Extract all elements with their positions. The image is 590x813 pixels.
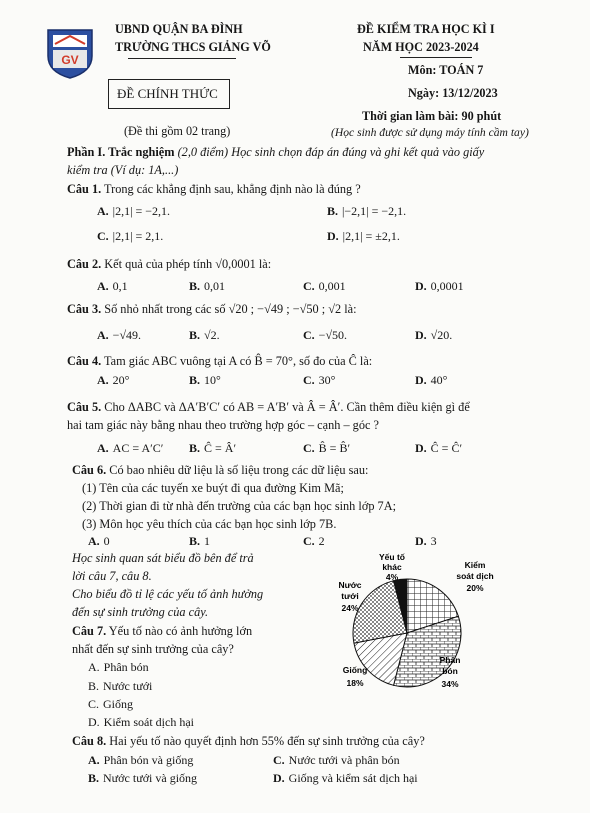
option-8d: D. Giống và kiểm sát dịch hại xyxy=(273,771,418,785)
question-5-line2: hai tam giác này bằng nhau theo trường hợp góc – cạnh – góc ? xyxy=(67,418,379,432)
label-phanbon-3: 34% xyxy=(441,679,459,689)
question-2: Câu 2. Kết quả của phép tính √0,0001 là: xyxy=(67,257,272,271)
label-giong-1: Giống xyxy=(342,665,368,675)
option-4c: C. 30° xyxy=(303,373,336,387)
part1-instruction: Học sinh chọn đáp án đúng và ghi kết quả vào giấy xyxy=(231,145,485,159)
option-7c: C. Giống xyxy=(88,697,134,711)
option-3d: D. √20. xyxy=(415,328,453,342)
divider xyxy=(400,57,472,58)
label-kiemsoat-1: Kiểm xyxy=(464,560,486,570)
option-6b: B. 1 xyxy=(189,534,211,548)
subject: Môn: TOÁN 7 xyxy=(408,63,484,77)
question-1 xyxy=(67,182,361,197)
org-name: UBND QUẬN BA ĐÌNH xyxy=(115,22,243,36)
chart-intro-1: Học sinh quan sát biểu đồ bên để trả xyxy=(72,551,254,565)
option-1c: C. |2,1| = 2,1. xyxy=(97,229,164,243)
question-8: Câu 8. Hai yếu tố nào quyết định hơn 55% đến sự sinh trưởng của cây? xyxy=(72,734,425,748)
option-8c: C. Nước tưới và phân bón xyxy=(273,753,400,767)
option-3a: A. −√49. xyxy=(97,328,142,342)
question-7: Câu 7. Yếu tố nào có ảnh hưởng lớn xyxy=(72,624,253,638)
option-4a: A. 20° xyxy=(97,373,130,387)
option-2d: D. 0,0001 xyxy=(415,279,464,293)
label-phanbon-2: bón xyxy=(442,666,458,676)
label-khac-3: 4% xyxy=(385,572,399,582)
school-name: TRƯỜNG THCS GIẢNG VÕ xyxy=(115,40,271,54)
option-7b: B. Nước tưới xyxy=(88,679,153,693)
question-5: Câu 5. Cho ΔABC và ΔA′B′C′ có AB = A′B′ và Â = Â′. Cần thêm điều kiện gì để xyxy=(67,400,470,414)
label-phanbon-1: Phân xyxy=(439,655,461,665)
option-2c: C. 0,001 xyxy=(303,279,346,293)
label-nuoctuoi-2: tưới xyxy=(341,591,359,601)
chart-intro-4: đến sự sinh trưởng của cây. xyxy=(72,605,209,619)
part1-points: (2,0 điểm) xyxy=(177,145,229,159)
option-5b: B. Ĉ = Â′ xyxy=(189,441,237,455)
option-1a: A. |2,1| = −2,1. xyxy=(97,204,171,218)
option-1d: D. |2,1| = ±2,1. xyxy=(327,229,400,243)
label-kiemsoat-3: 20% xyxy=(466,583,484,593)
option-6d: D. 3 xyxy=(415,534,437,548)
exam-duration: Thời gian làm bài: 90 phút xyxy=(362,109,502,123)
question-6-item-2: (2) Thời gian đi từ nhà đến trường của các bạn học sinh lớp 7A; xyxy=(82,499,396,513)
divider xyxy=(128,58,236,59)
school-year: NĂM HỌC 2023-2024 xyxy=(363,40,479,54)
option-7d: D. Kiểm soát dịch hại xyxy=(88,715,194,729)
label-nuoctuoi-3: 24% xyxy=(341,603,359,613)
question-3: Câu 3. Số nhỏ nhất trong các số √20 ; −√49 ; −√50 ; √2 là: xyxy=(67,302,357,316)
option-3b: B. √2. xyxy=(189,328,220,342)
label-nuoctuoi-1: Nước xyxy=(338,580,362,590)
question-text: Trong các khẳng định sau, khẳng định nào là đúng ? xyxy=(104,182,361,196)
question-6-item-1: (1) Tên của các tuyến xe buýt đi qua đường Kim Mã; xyxy=(82,481,344,495)
option-2b: B. 0,01 xyxy=(189,279,226,293)
option-5c: C. B̂ = B̂′ xyxy=(303,441,351,455)
exam-date: Ngày: 13/12/2023 xyxy=(408,86,498,100)
question-7-line2: nhất đến sự sinh trưởng của cây? xyxy=(72,642,234,656)
exam-title: ĐỀ KIỂM TRA HỌC KÌ I xyxy=(357,22,495,36)
pie-chart xyxy=(300,545,510,735)
label-giong-2: 18% xyxy=(346,678,364,688)
label-khac-2: khác xyxy=(382,562,402,572)
question-6-item-3: (3) Môn học yêu thích của các bạn học sinh lớp 7B. xyxy=(82,517,337,531)
option-4d: D. 40° xyxy=(415,373,448,387)
logo-text: GV xyxy=(61,53,79,67)
question-4: Câu 4. Tam giác ABC vuông tại A có B̂ = 70°, số đo của Ĉ là: xyxy=(67,354,373,368)
label-kiemsoat-2: soát dịch xyxy=(456,571,494,581)
calculator-note: (Học sinh được sử dụng máy tính cầm tay) xyxy=(331,126,529,139)
question-6: Câu 6. Có bao nhiêu dữ liệu là số liệu trong các dữ liệu sau: xyxy=(72,463,369,477)
option-3c: C. −√50. xyxy=(303,328,348,342)
part1-heading xyxy=(67,145,484,160)
part1-instruction-2: kiểm tra (Ví dụ: 1A,...) xyxy=(67,163,179,177)
question-label: Câu 1. xyxy=(67,182,102,196)
school-logo xyxy=(44,26,96,80)
option-7a: A. Phân bón xyxy=(88,660,149,674)
option-5d: D. Ĉ = Ĉ′ xyxy=(415,441,463,455)
option-5a: A. AC = A′C′ xyxy=(97,441,164,455)
part1-title: Phần I. Trắc nghiệm xyxy=(67,145,175,159)
option-6c: C. 2 xyxy=(303,534,325,548)
official-label: ĐỀ CHÍNH THỨC xyxy=(117,86,218,101)
pages-note: (Đề thi gồm 02 trang) xyxy=(124,124,231,138)
option-2a: A. 0,1 xyxy=(97,279,128,293)
option-8b: B. Nước tưới và giống xyxy=(88,771,198,785)
chart-intro-3: Cho biểu đồ tỉ lệ các yếu tố ảnh hưởng xyxy=(72,587,264,601)
chart-intro-2: lời câu 7, câu 8. xyxy=(72,569,152,583)
option-4b: B. 10° xyxy=(189,373,221,387)
option-1b: B. |−2,1| = −2,1. xyxy=(327,204,407,218)
option-6a: A. 0 xyxy=(88,534,110,548)
label-khac-1: Yếu tố xyxy=(379,552,405,562)
option-8a: A. Phân bón và giống xyxy=(88,753,194,767)
